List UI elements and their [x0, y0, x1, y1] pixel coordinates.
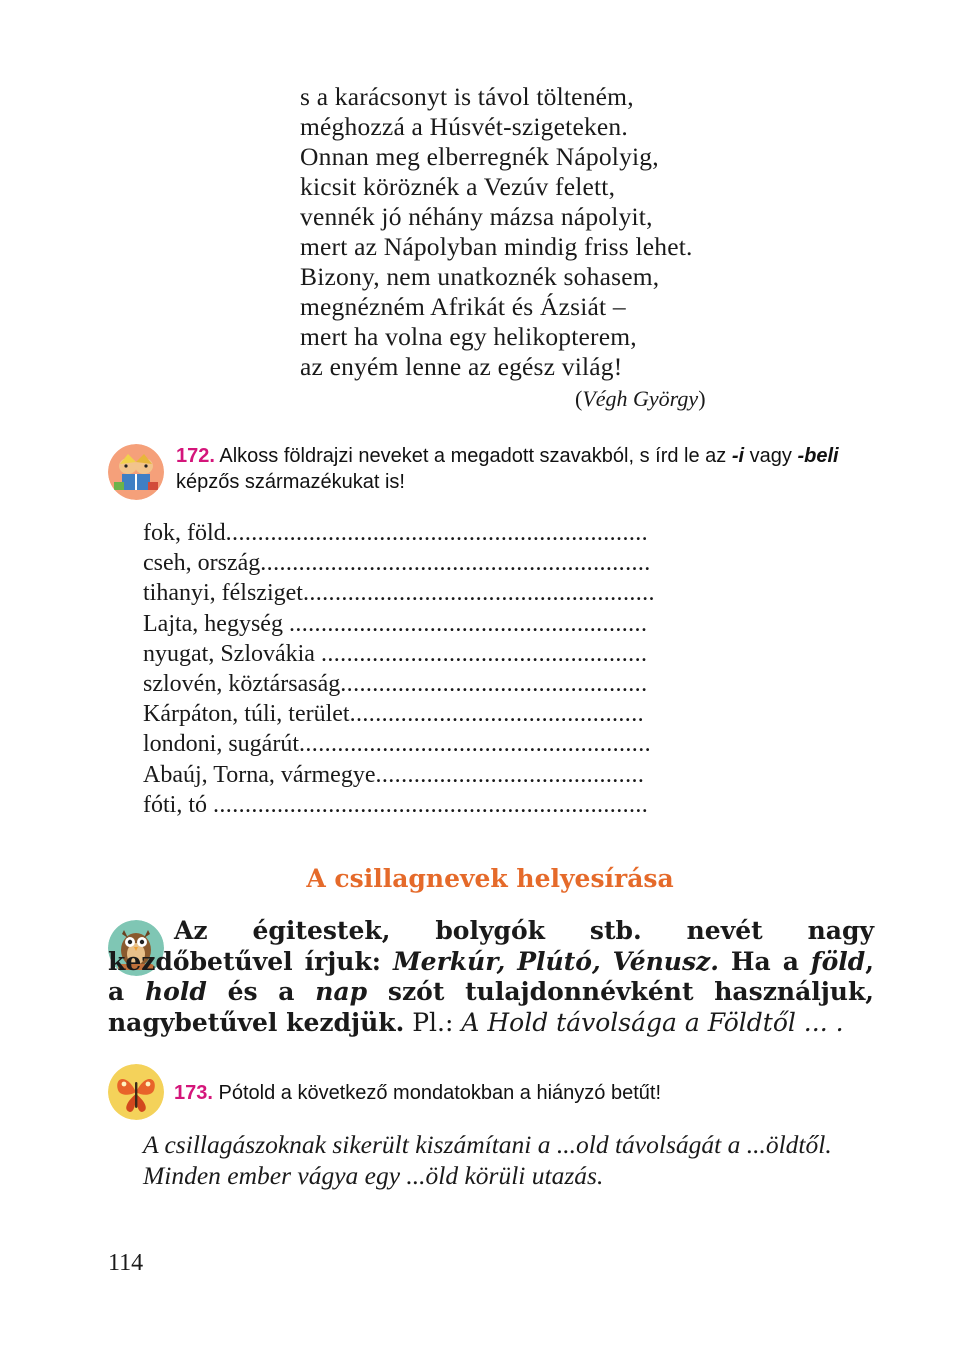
- task-number: 172.: [176, 445, 215, 467]
- poem-line: megnézném Afrikát és Ázsiát –: [300, 292, 626, 321]
- author-name: Végh György: [582, 386, 699, 411]
- task-text: Alkoss földrajzi neveket a megadott szavakból, s írd le az: [214, 445, 732, 467]
- list-item: [143, 609, 655, 639]
- item-words: Kárpáton, túli, terület: [143, 701, 350, 728]
- answer-blank: ........................................................: [288, 610, 648, 637]
- list-item: [143, 790, 655, 820]
- item-words: nyugat, Szlovákia: [143, 640, 321, 667]
- reading-children-icon: [108, 444, 164, 500]
- list-item: [143, 729, 655, 759]
- list-item: [143, 669, 655, 699]
- butterfly-icon: [108, 1064, 164, 1120]
- poem-author: [575, 386, 706, 412]
- item-words: cseh, ország: [143, 550, 261, 577]
- rule-text: Az égitestek, bolygók stb. nevét nagy kezdőbetűvel írjuk:: [108, 916, 874, 976]
- sentence: A csillagászoknak sikerült kiszámítani a ...old távolságát a ...öldtől.: [143, 1130, 832, 1159]
- answer-blank: ..........................................: [375, 761, 645, 788]
- rule-examples: Merkúr, Plútó, Vénusz.: [392, 946, 719, 976]
- poem-line: mert ha volna egy helikopterem,: [300, 322, 637, 351]
- item-words: Abaúj, Torna, vármegye: [143, 761, 376, 788]
- list-item: [143, 578, 655, 608]
- item-words: tihanyi, félsziget: [143, 580, 303, 607]
- list-item: [143, 518, 655, 548]
- list-item: [143, 639, 655, 669]
- rule-text: Ha a: [718, 946, 811, 976]
- list-item: [143, 548, 655, 578]
- rule-text: szót tulajdonnévként használjuk, nagybetűvel kezdjük.: [108, 977, 875, 1037]
- answer-blank: ....................................................................: [213, 791, 649, 818]
- word-nap: nap: [315, 977, 368, 1006]
- task-173: [174, 1080, 874, 1106]
- item-words: londoni, sugárút: [143, 731, 299, 758]
- page-number: 114: [108, 1250, 144, 1276]
- rule-box: [108, 916, 874, 1038]
- rule-text: , a: [108, 946, 874, 1006]
- word-hold: hold: [144, 977, 207, 1006]
- answer-blank: ..................................................................: [225, 520, 649, 546]
- poem-line: s a karácsonyt is távol tölteném,: [300, 82, 634, 111]
- rule-example-sentence: A Hold távolsága a Földtől ... .: [461, 1007, 844, 1037]
- list-item: [143, 699, 655, 729]
- answer-blank: .......................................................: [299, 731, 651, 758]
- answer-blank: ..............................................: [349, 701, 645, 728]
- item-words: Lajta, hegység: [143, 610, 289, 637]
- poem: [300, 82, 693, 382]
- poem-line: vennék jó néhány mázsa nápolyit,: [300, 202, 653, 231]
- poem-line: az enyém lenne az egész világ!: [300, 352, 623, 381]
- answer-blank: .............................................................: [260, 550, 651, 577]
- item-words: szlovén, köztársaság: [143, 671, 341, 698]
- list-item: [143, 760, 655, 790]
- item-words: fok, föld: [143, 520, 226, 546]
- item-words: fóti, tó: [143, 791, 213, 818]
- answer-blank: ................................................: [340, 671, 648, 698]
- sentence: Minden ember vágya egy ...öld körüli utazás.: [143, 1160, 604, 1190]
- word-fold: föld: [810, 946, 866, 976]
- task-text: képzős származékukat is!: [176, 471, 405, 493]
- author-close-paren: ): [698, 386, 706, 411]
- answer-blank: .......................................................: [302, 580, 655, 607]
- rule-text: és a: [206, 977, 316, 1006]
- section-title: A csillagnevek helyesírása: [306, 864, 674, 893]
- poem-line: mert az Nápolyban mindig friss lehet.: [300, 232, 693, 261]
- poem-line: kicsit köröznék a Vezúv felett,: [300, 172, 616, 201]
- answer-blank: ...................................................: [320, 640, 648, 667]
- author-open-paren: (: [575, 386, 583, 411]
- task-text: vagy: [744, 445, 798, 467]
- suffix-i: -i: [731, 445, 745, 467]
- task-172: [176, 443, 874, 495]
- exercise-list: [143, 518, 655, 820]
- poem-line: méghozzá a Húsvét-szigeteken.: [300, 112, 628, 141]
- exercise-sentences: [108, 1130, 874, 1191]
- task-number: 173.: [174, 1082, 213, 1104]
- poem-line: Onnan meg elberregnék Nápolyig,: [300, 142, 659, 171]
- rule-pl: Pl.:: [404, 1007, 462, 1037]
- suffix-beli: -beli: [797, 445, 839, 467]
- poem-line: Bizony, nem unatkoznék sohasem,: [300, 262, 660, 291]
- task-text: Pótold a következő mondatokban a hiányzó betűt!: [212, 1082, 662, 1104]
